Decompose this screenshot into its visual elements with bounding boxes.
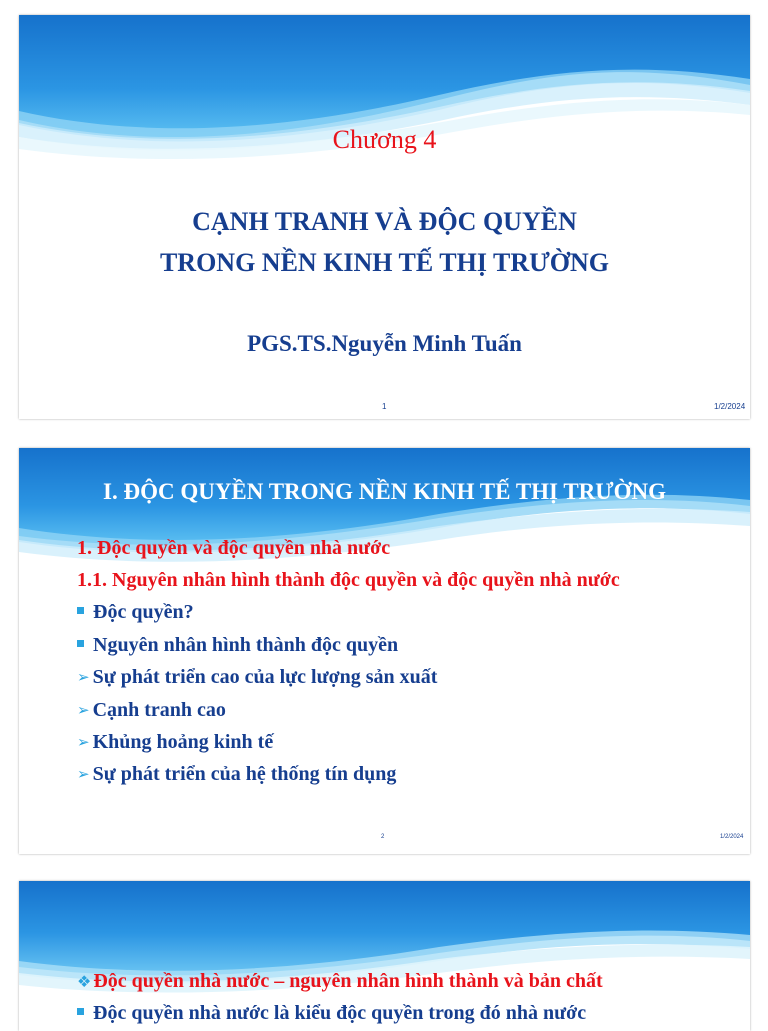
diamond-bullet-icon: ❖ <box>77 972 92 991</box>
list-item: 1. Độc quyền và độc quyền nhà nước <box>77 537 391 559</box>
slide-1 <box>19 15 750 419</box>
list-item: ➢ Sự phát triển cao của lực lượng sản xuất <box>77 666 438 688</box>
slide-date: 1/2/2024 <box>714 402 746 411</box>
arrow-bullet-icon: ➢ <box>77 701 90 719</box>
square-bullet-icon <box>77 640 84 647</box>
slide-3 <box>19 881 750 1031</box>
author-name: PGS.TS.Nguyễn Minh Tuấn <box>247 331 522 356</box>
list-item: ➢ Cạnh tranh cao <box>77 699 226 721</box>
list-item: ➢ Sự phát triển của hệ thống tín dụng <box>77 763 397 785</box>
section-title: I. ĐỘC QUYỀN TRONG NỀN KINH TẾ THỊ TRƯỜNG <box>103 479 666 504</box>
list-item: ❖ Độc quyền nhà nước – nguyên nhân hình thành và bản chất <box>77 970 603 992</box>
arrow-bullet-icon: ➢ <box>77 668 90 686</box>
slide-title-line-1: CẠNH TRANH VÀ ĐỘC QUYỀN <box>192 207 577 236</box>
list-item: Độc quyền nhà nước là kiểu độc quyền trong đó nhà nước <box>77 1002 586 1025</box>
list-item: Độc quyền? <box>77 601 194 624</box>
square-bullet-icon <box>77 607 84 614</box>
arrow-bullet-icon: ➢ <box>77 765 90 783</box>
square-bullet-icon <box>77 1008 84 1015</box>
list-item: ➢ Khủng hoảng kinh tế <box>77 731 274 753</box>
list-item: Nguyên nhân hình thành độc quyền <box>77 634 398 657</box>
page-number: 2 <box>381 834 385 840</box>
slide-2 <box>19 448 750 854</box>
slide-title-line-2: TRONG NỀN KINH TẾ THỊ TRƯỜNG <box>159 248 610 277</box>
chapter-heading: Chương 4 <box>332 125 437 154</box>
list-item: 1.1. Nguyên nhân hình thành độc quyền và độc quyền nhà nước <box>77 569 620 591</box>
slide-date: 1/2/2024 <box>720 834 744 840</box>
page-number: 1 <box>382 402 387 411</box>
arrow-bullet-icon: ➢ <box>77 733 90 751</box>
